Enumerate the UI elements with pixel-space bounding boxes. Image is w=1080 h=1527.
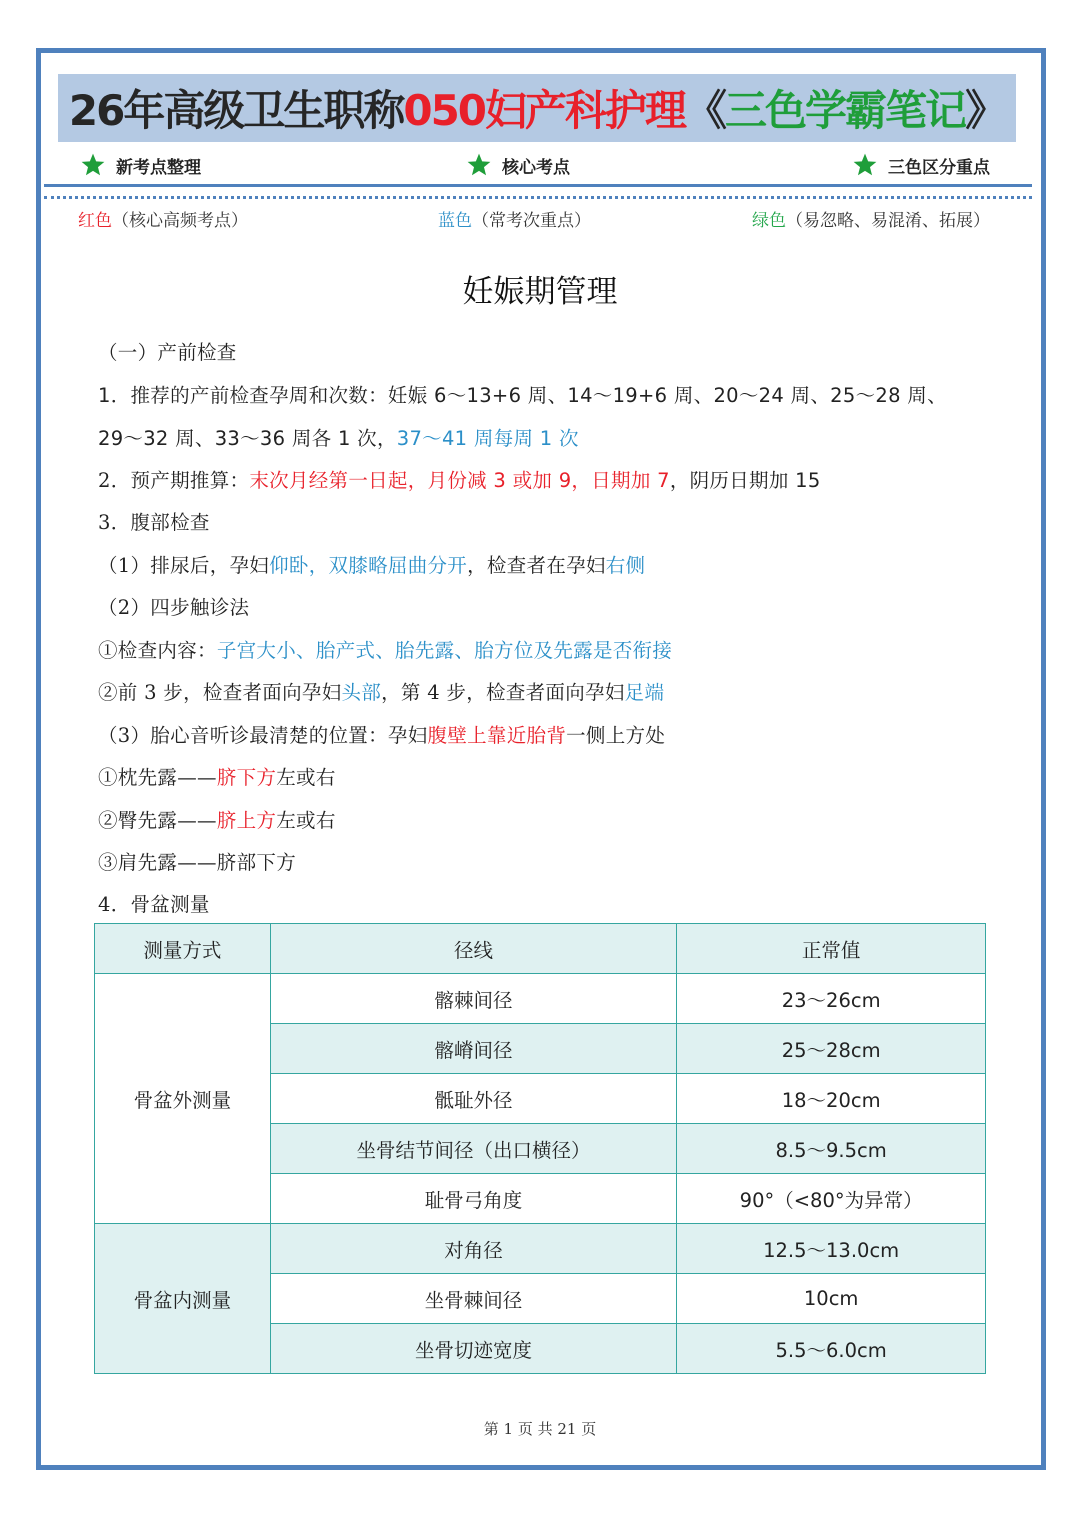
point-3-1-blue-1: 仰卧，双膝略屈曲分开 — [269, 554, 468, 577]
shoulder-line: ③肩先露——脐部下方 — [98, 851, 296, 874]
pelvis-measurement-table — [94, 923, 986, 1374]
point-3-1-blue-2: 右侧 — [605, 554, 646, 577]
fetal-heart-line — [98, 720, 665, 748]
group-external: 骨盆外测量 — [95, 974, 271, 1224]
title-banner — [58, 74, 1016, 142]
point-3-1-mid: ，检查者在孕妇 — [467, 554, 606, 577]
subheader-label-3: 三色区分重点 — [888, 157, 990, 178]
diameter-name: 髂棘间径 — [270, 974, 677, 1024]
subheader-item-2 — [466, 152, 570, 178]
diameter-name: 对角径 — [270, 1224, 677, 1274]
page-footer: 第 1 页 共 21 页 — [483, 1420, 597, 1438]
point-2-red: 末次月经第一日起，月份减 3 或加 9，日期加 7 — [249, 469, 670, 492]
table-header-diameter: 径线 — [270, 924, 677, 974]
subheader-label-2: 核心考点 — [502, 157, 570, 178]
point-3-1-text: （1）排尿后，孕妇 — [98, 554, 270, 577]
section-heading: （一）产前检查 — [98, 341, 237, 364]
banner-part1: 26年高级卫生职称 — [68, 86, 404, 135]
palpation-content-label: ①检查内容： — [98, 639, 217, 662]
point-4-heading: 4．骨盆测量 — [98, 893, 210, 916]
header-dotted-rule — [44, 196, 1032, 199]
green-star-icon — [80, 152, 106, 178]
subheader — [44, 150, 1032, 184]
table-header-normal: 正常值 — [677, 924, 986, 974]
diameter-name: 坐骨结节间径（出口横径） — [270, 1124, 677, 1174]
banner-close-bracket: 》 — [965, 86, 1006, 135]
fetal-heart-text: （3）胎心音听诊最清楚的位置：孕妇 — [98, 724, 428, 747]
legend-blue-word: 蓝色 — [438, 211, 472, 231]
legend-red-word: 红色 — [78, 211, 112, 231]
legend-blue — [438, 206, 591, 231]
palpation-steps-blue-2: 足端 — [624, 681, 665, 704]
diameter-value: 12.5～13.0cm — [677, 1224, 986, 1274]
legend-green-desc: （易忽略、易混淆、拓展） — [786, 211, 990, 231]
palpation-steps-a: ②前 3 步，检查者面向孕妇 — [98, 681, 342, 704]
breech-red: 脐上方 — [216, 809, 277, 832]
header-rule — [44, 184, 1032, 187]
banner-part2: 050妇产科护理 — [403, 86, 686, 135]
subheader-item-3 — [852, 152, 990, 178]
occiput-red: 脐下方 — [216, 766, 277, 789]
diameter-value: 90°（<80°为异常） — [677, 1174, 986, 1224]
palpation-steps-line — [98, 677, 664, 705]
occiput-tail: 左或右 — [276, 766, 336, 789]
diameter-value: 5.5～6.0cm — [677, 1324, 986, 1374]
point-1-text-b: 29～32 周、33～36 周各 1 次， — [98, 427, 397, 450]
palpation-steps-blue-1: 头部 — [341, 681, 382, 704]
legend-green-word: 绿色 — [752, 211, 786, 231]
diameter-value: 10cm — [677, 1274, 986, 1324]
palpation-content-line — [98, 635, 672, 663]
point-2-text: 2．预产期推算： — [98, 469, 250, 492]
diameter-name: 耻骨弓角度 — [270, 1174, 677, 1224]
point-3-2-heading: （2）四步触诊法 — [98, 596, 250, 619]
legend-blue-desc: （常考次重点） — [472, 211, 591, 231]
table-row — [95, 974, 986, 1024]
palpation-content-blue: 子宫大小、胎产式、胎先露、胎方位及先露是否衔接 — [216, 639, 673, 662]
legend-red — [78, 206, 248, 231]
point-1-text-a: 1．推荐的产前检查孕周和次数：妊娠 6～13+6 周、14～19+6 周、20～24 周、25～28 周、 — [98, 384, 947, 407]
fetal-heart-red: 腹壁上靠近胎背 — [427, 724, 567, 747]
diameter-value: 25～28cm — [677, 1024, 986, 1074]
point-1-line-1 — [98, 380, 947, 408]
banner-open-bracket: 《 — [685, 86, 726, 135]
green-star-icon — [466, 152, 492, 178]
occiput-text: ①枕先露—— — [98, 766, 217, 789]
point-3-heading: 3．腹部检查 — [98, 511, 210, 534]
point-2-tail: ，阴历日期加 15 — [669, 469, 821, 492]
point-1-line-2 — [98, 423, 579, 451]
table-header-row — [95, 924, 986, 974]
point-1-blue: 37～41 周每周 1 次 — [396, 427, 579, 450]
diameter-value: 8.5～9.5cm — [677, 1124, 986, 1174]
diameter-name: 髂嵴间径 — [270, 1024, 677, 1074]
page-title: 妊娠期管理 — [462, 274, 618, 310]
palpation-steps-b: ，第 4 步，检查者面向孕妇 — [381, 681, 625, 704]
subheader-item-1 — [80, 152, 201, 178]
table-row — [95, 1224, 986, 1274]
banner-part3: 三色学霸笔记 — [725, 86, 966, 135]
legend-green — [752, 206, 990, 231]
breech-text: ②臀先露—— — [98, 809, 217, 832]
fetal-heart-tail: 一侧上方处 — [566, 724, 666, 747]
diameter-name: 骶耻外径 — [270, 1074, 677, 1124]
point-2-line — [98, 465, 821, 493]
group-internal: 骨盆内测量 — [95, 1224, 271, 1374]
legend-red-desc: （核心高频考点） — [112, 211, 248, 231]
diameter-value: 18～20cm — [677, 1074, 986, 1124]
diameter-name: 坐骨切迹宽度 — [270, 1324, 677, 1374]
point-3-1-line — [98, 550, 645, 578]
occiput-line — [98, 762, 336, 790]
green-star-icon — [852, 152, 878, 178]
breech-tail: 左或右 — [276, 809, 336, 832]
diameter-value: 23～26cm — [677, 974, 986, 1024]
table-header-method: 测量方式 — [95, 924, 271, 974]
breech-line — [98, 805, 336, 833]
subheader-label-1: 新考点整理 — [116, 157, 201, 178]
diameter-name: 坐骨棘间径 — [270, 1274, 677, 1324]
